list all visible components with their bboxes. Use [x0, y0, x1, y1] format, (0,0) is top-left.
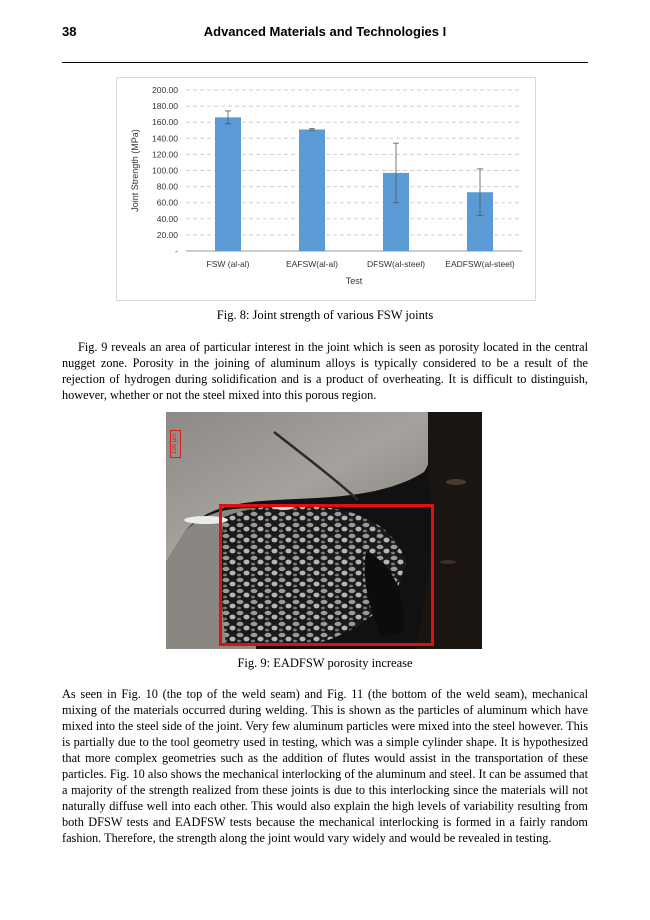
journal-title: Advanced Materials and Technologies I	[203, 24, 447, 39]
joint-strength-chart	[116, 77, 536, 301]
y-tick-label: -	[175, 246, 178, 256]
header-rule	[62, 62, 588, 63]
y-tick-label: 200.00	[152, 85, 178, 95]
y-tick-label: 20.00	[156, 229, 178, 240]
paragraph-mechanical-mixing: As seen in Fig. 10 (the top of the weld seam) and Fig. 11 (the bottom of the weld seam), mechanical mixing of the materials occurred during welding. This is shown as the particles of aluminum which have mixed into the steel side of the joint. Very few aluminum particles were mixed into the steel however. This is partially due to the tool geometry used in testing, which was a simple cylinder shape. It is hypothesized that more complex geometries such as the addition of flutes would assist in the transportation of these particles. Fig. 10 also shows the mechanical interlocking of the aluminum and steel. It can be assumed that a majority of the strength realized from these joints is due to this interlocking since the materials will not naturally diffuse well into each other. This would also explain the high levels of variability resulting from both DFSW tests and EADFSW tests because the mechanical interlocking is formed in a fairly random fashion. Therefore, the strength along the joint would vary widely and would be revealed in testing.	[62, 687, 588, 845]
micrograph-image	[166, 412, 482, 649]
y-tick-label: 60.00	[156, 197, 178, 208]
y-tick-label: 160.00	[152, 117, 178, 128]
chart-svg	[117, 78, 535, 300]
y-tick-label: 40.00	[156, 213, 178, 224]
paragraph-porosity: Fig. 9 reveals an area of particular interest in the joint which is seen as porosity located in the central nugget zone. Porosity in the joining of aluminum alloys is typically considered to be a result of the rejection of hydrogen during solidification and is a product of overheating. It is difficult to distinguish, however, whether or not the steel mixed into this porous region.	[62, 340, 588, 402]
x-tick-label: FSW (al-al)	[206, 259, 250, 269]
x-axis-title: Test	[345, 276, 363, 286]
y-tick-label: 140.00	[152, 133, 178, 144]
y-tick-label: 120.00	[152, 149, 178, 160]
y-axis-title: Joint Strength (MPa)	[130, 129, 140, 212]
x-tick-label: EAFSW(al-al)	[286, 259, 338, 269]
scale-bar: 100 µm	[170, 430, 181, 458]
figure8-caption: Fig. 8: Joint strength of various FSW joints	[216, 308, 434, 322]
bar-1	[215, 117, 241, 251]
y-tick-label: 80.00	[156, 181, 178, 192]
x-tick-label: DFSW(al-steel)	[366, 259, 426, 269]
x-tick-label: EADFSW(al-steel)	[445, 259, 515, 269]
y-tick-label: 100.00	[152, 165, 178, 176]
bar-2	[299, 129, 325, 251]
y-tick-label: 180.00	[152, 101, 178, 112]
figure9-caption: Fig. 9: EADFSW porosity increase	[237, 656, 413, 670]
page-number: 38	[62, 24, 77, 39]
porosity-highlight-box	[219, 504, 434, 646]
